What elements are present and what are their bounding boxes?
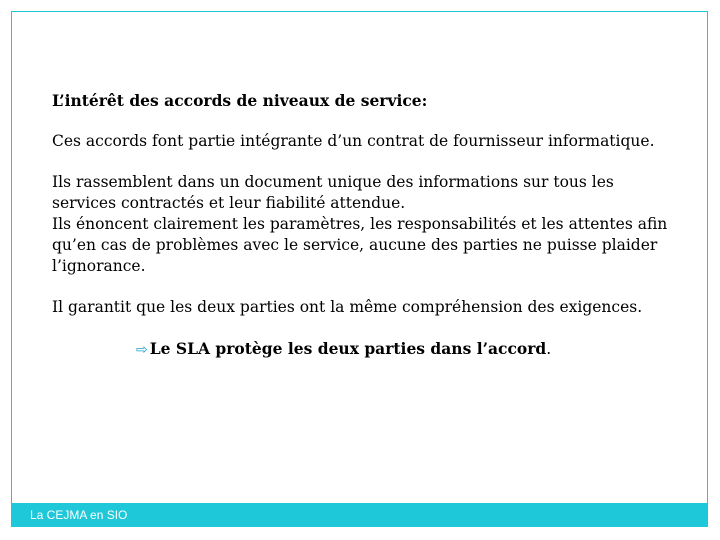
paragraph-guarantee: Il garantit que les deux parties ont la même compréhension des exigences. [52, 298, 643, 316]
slide-content [52, 90, 672, 361]
footer-label: La CEJMA en SIO [30, 508, 128, 522]
paragraph-document: Ils rassemblent dans un document unique des informations sur tous les services contractés et leur fiabilité attendue. [52, 173, 614, 212]
conclusion-line [136, 338, 672, 361]
slide-title: L’intérêt des accords de niveaux de service: [52, 91, 428, 110]
paragraph-parameters: Ils énoncent clairement les paramètres, les responsabilités et les attentes afin qu’en cas de problèmes avec le service, aucune des parties ne puisse plaider l’ignorance. [52, 215, 668, 275]
paragraph-contract: Ces accords font partie intégrante d’un contrat de fournisseur informatique. [52, 132, 655, 150]
conclusion-period: . [546, 340, 552, 358]
arrow-right-icon: ⇨ [136, 342, 148, 358]
conclusion-bold-text: Le SLA protège les deux parties dans l’accord [149, 339, 547, 358]
